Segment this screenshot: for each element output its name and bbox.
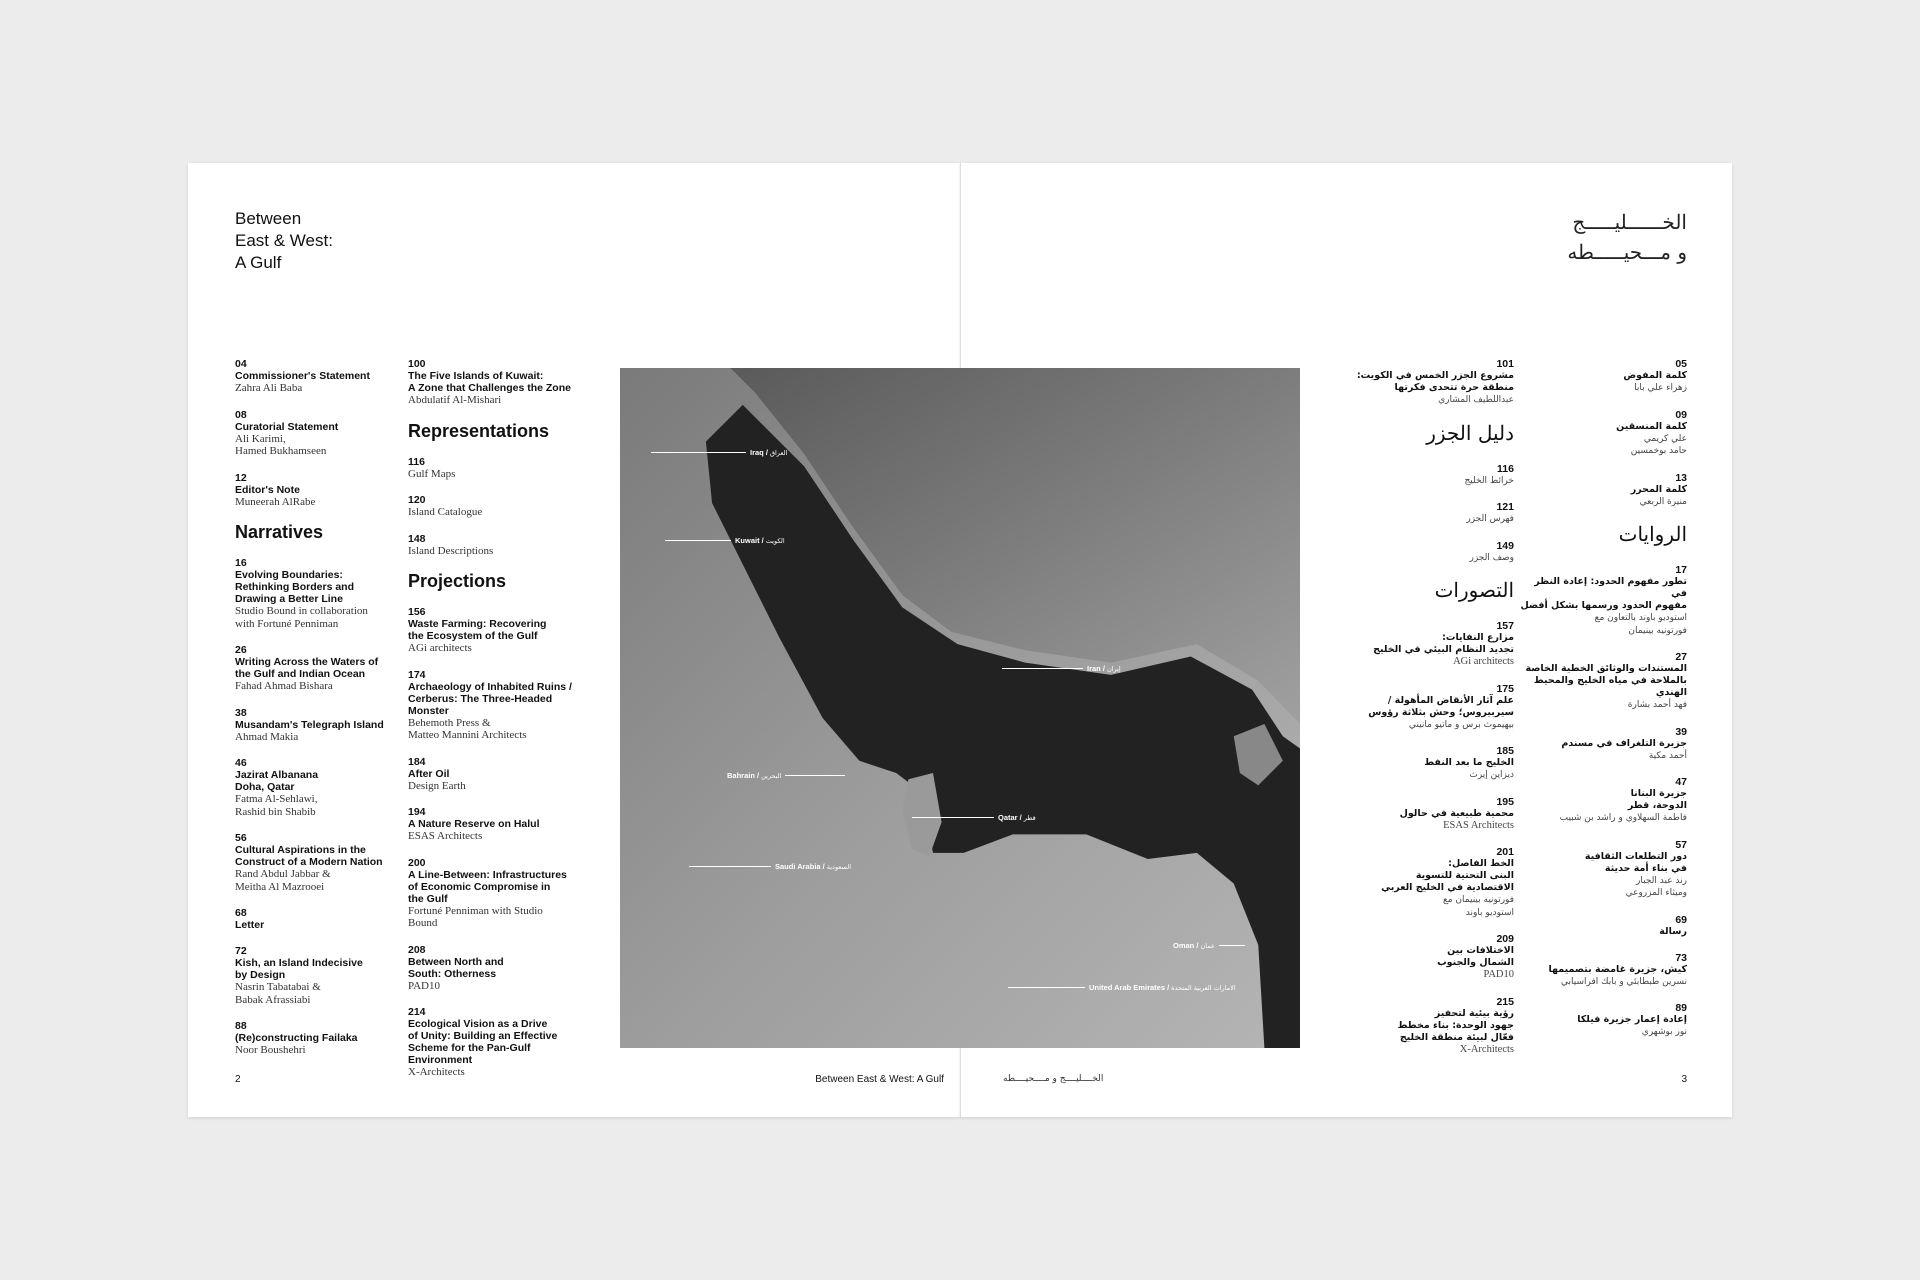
map-label-iraq: Iraq / العراق bbox=[651, 448, 787, 457]
section-heading: الروايات bbox=[1618, 522, 1687, 546]
entry-title: علم آثار الأنقاض المأهولة / سيربيروس؛ وحش بثلاثة رؤوس bbox=[1368, 694, 1514, 718]
entry-author: وصف الجزر bbox=[1469, 552, 1514, 563]
entry-title: إعادة إعمار جزيرة فيلكا bbox=[1577, 1014, 1687, 1025]
toc-entry bbox=[1517, 1002, 1687, 1039]
section-heading: التصورات bbox=[1434, 578, 1514, 602]
page-ref: 72 bbox=[235, 945, 247, 957]
entry-author: Zahra Ali Baba bbox=[235, 382, 303, 394]
entry-author: ESAS Architects bbox=[1443, 819, 1514, 831]
page-ref: 26 bbox=[235, 644, 247, 656]
entry-title: Editor's Note bbox=[235, 483, 300, 496]
entry-author: Noor Boushehri bbox=[235, 1044, 306, 1056]
arabic-running-footer: الخــــليــــج و مــــحيــــطه bbox=[1003, 1074, 1104, 1084]
entry-author: أحمد مكية bbox=[1648, 750, 1687, 761]
map-label-qatar: Qatar / قطر bbox=[912, 813, 1036, 822]
entry-author: X-Architects bbox=[408, 1066, 465, 1078]
entry-author: Nasrin Tabatabai & Babak Afrassiabi bbox=[235, 981, 321, 1006]
entry-title: Kish, an Island Indecisive by Design bbox=[235, 957, 363, 981]
toc-entry bbox=[1517, 726, 1687, 763]
toc-entry bbox=[1517, 472, 1687, 509]
page-ref: 09 bbox=[1675, 408, 1687, 421]
toc-entry bbox=[1314, 796, 1514, 833]
toc-entry bbox=[1314, 540, 1514, 565]
page-ref: 157 bbox=[1496, 620, 1514, 632]
toc-entry bbox=[408, 606, 583, 655]
entry-title: Waste Farming: Recovering the Ecosystem of the Gulf bbox=[408, 618, 547, 642]
entry-author: ديزاين إيرث bbox=[1469, 770, 1514, 780]
page-ref: 16 bbox=[235, 557, 247, 569]
entry-author: منيرة الربعي bbox=[1639, 496, 1687, 507]
toc-entry bbox=[408, 806, 583, 843]
map-label-oman: Oman / عمان bbox=[1173, 941, 1249, 950]
toc-entry bbox=[408, 756, 583, 793]
page-ref: 69 bbox=[1675, 913, 1687, 926]
page-ref: 215 bbox=[1496, 995, 1514, 1008]
toc-entry bbox=[408, 669, 583, 742]
entry-title: A Nature Reserve on Halul bbox=[408, 818, 540, 830]
entry-title: مشروع الجزر الخمس في الكويت: منطقة حرة تتحدى فكرتها bbox=[1356, 370, 1514, 393]
entry-author: خرائط الخليج bbox=[1464, 475, 1514, 486]
section-heading: Representations bbox=[408, 420, 550, 441]
entry-title: Writing Across the Waters of the Gulf and Indian Ocean bbox=[235, 656, 379, 680]
page-ref: 184 bbox=[408, 755, 426, 768]
toc-entry bbox=[1517, 651, 1687, 712]
entry-author: Island Descriptions bbox=[408, 544, 494, 557]
toc-column-2 bbox=[408, 358, 583, 1093]
entry-title: (Re)constructing Failaka bbox=[235, 1032, 358, 1044]
entry-author: AGi architects bbox=[408, 642, 472, 654]
entry-author: فهد أحمد بشارة bbox=[1627, 700, 1687, 710]
map-label-iran: Iran / إيران bbox=[1002, 664, 1121, 673]
entry-author: فورتونيه بينيمان مع استوديو باوند bbox=[1442, 895, 1514, 918]
entry-title: جزيرة التلغراف في مسندم bbox=[1561, 737, 1687, 749]
page-ref: 39 bbox=[1675, 725, 1687, 738]
entry-author: X-Architects bbox=[1459, 1043, 1514, 1055]
toc-entry bbox=[408, 533, 583, 558]
entry-author: نور بوشهري bbox=[1641, 1027, 1687, 1037]
entry-author: فاطمة السهلاوي و راشد بن شبيب bbox=[1559, 813, 1687, 823]
entry-author: Design Earth bbox=[408, 779, 466, 792]
entry-author: بيهيموث برس و ماتيو مانيني bbox=[1408, 719, 1514, 730]
section-heading: دليل الجزر bbox=[1426, 420, 1514, 445]
book-title: Between East & West: A Gulf bbox=[235, 209, 333, 272]
entry-title: رسالة bbox=[1659, 925, 1687, 937]
page-ref: 57 bbox=[1675, 838, 1687, 851]
page-ref: 12 bbox=[235, 471, 247, 484]
entry-title: الخليج ما بعد النفط bbox=[1424, 757, 1514, 768]
entry-title: Jazirat Albanana Doha, Qatar bbox=[235, 769, 319, 793]
page-ref: 13 bbox=[1675, 471, 1687, 484]
page-ref: 46 bbox=[235, 757, 247, 769]
page-number: 2 bbox=[235, 1074, 241, 1085]
toc-entry bbox=[235, 945, 395, 1006]
page-ref: 73 bbox=[1675, 951, 1687, 964]
entry-title: The Five Islands of Kuwait: A Zone that Challenges the Zone bbox=[408, 370, 571, 394]
page-ref: 38 bbox=[235, 706, 247, 719]
toc-entry bbox=[235, 409, 395, 458]
entry-author: Island Catalogue bbox=[408, 506, 483, 518]
toc-entry bbox=[1314, 683, 1514, 732]
entry-author: فهرس الجزر bbox=[1466, 514, 1514, 524]
page-ref: 201 bbox=[1496, 846, 1514, 858]
toc-entry bbox=[235, 472, 395, 509]
entry-title: Musandam's Telegraph Island bbox=[235, 718, 384, 731]
toc-entry bbox=[235, 557, 395, 630]
entry-author: نسرين طبطابئي و بابك افراسيابي bbox=[1561, 976, 1687, 987]
page-ref: 89 bbox=[1675, 1002, 1687, 1014]
entry-author: Studio Bound in collaboration with Fortuné Penniman bbox=[235, 605, 368, 630]
page-number: 3 bbox=[1681, 1074, 1687, 1085]
toc-entry bbox=[1314, 463, 1514, 488]
entry-title: Curatorial Statement bbox=[235, 420, 339, 433]
page-ref: 100 bbox=[408, 358, 426, 370]
page-ref: 88 bbox=[235, 1020, 247, 1032]
satellite-map-gulf bbox=[620, 368, 1300, 1048]
map-label-kuwait: Kuwait / الكويت bbox=[665, 536, 785, 545]
map-label-saudi-arabia: Saudi Arabia / السعودية bbox=[689, 862, 851, 871]
arabic-toc-column-1 bbox=[1517, 358, 1687, 1053]
arabic-toc-column-2 bbox=[1314, 358, 1514, 1070]
toc-entry bbox=[1314, 358, 1514, 407]
page-ref: 04 bbox=[235, 358, 247, 370]
page-ref: 120 bbox=[408, 494, 426, 506]
entry-author: Gulf Maps bbox=[408, 467, 456, 480]
entry-title: رؤية بيئية لتحفيز جهود الوحدة: بناء مخطط فعّال لبيئة منطقة الخليج bbox=[1397, 1007, 1514, 1043]
page-ref: 200 bbox=[408, 856, 426, 869]
page-ref: 05 bbox=[1675, 358, 1687, 370]
entry-title: Archaeology of Inhabited Ruins / Cerberus: The Three-Headed Monster bbox=[408, 680, 572, 717]
entry-author: PAD10 bbox=[408, 979, 440, 992]
toc-entry bbox=[408, 857, 583, 930]
toc-entry bbox=[1314, 846, 1514, 919]
toc-entry bbox=[1314, 620, 1514, 669]
toc-entry bbox=[1517, 839, 1687, 900]
section-heading: Narratives bbox=[235, 522, 324, 542]
entry-title: تطور مفهوم الحدود: إعادة النظر في مفهوم الحدود ورسمها بشكل أفضل bbox=[1520, 576, 1687, 611]
entry-author: Fortuné Penniman with Studio Bound bbox=[408, 904, 543, 929]
page-ref: 47 bbox=[1675, 776, 1687, 788]
arabic-book-title: الخــــــليـــــج و مـــحيـــــطه bbox=[1567, 210, 1687, 264]
entry-title: المستندات والوثائق الخطية الخاصة بالملاحة في مياه الخليج والمحيط الهندي bbox=[1525, 663, 1687, 698]
toc-entry bbox=[408, 358, 583, 407]
page-ref: 195 bbox=[1496, 795, 1514, 808]
toc-column-1 bbox=[235, 358, 395, 1071]
toc-entry bbox=[235, 358, 395, 395]
entry-author: Fahad Ahmad Bishara bbox=[235, 680, 333, 692]
entry-author: Fatma Al-Sehlawi, Rashid bin Shabib bbox=[235, 793, 318, 818]
entry-title: After Oil bbox=[408, 767, 450, 780]
toc-entry bbox=[1314, 933, 1514, 982]
toc-entry bbox=[235, 1020, 395, 1057]
entry-author: رند عبد الجبار وميثاء المزروعي bbox=[1625, 875, 1687, 898]
page-ref: 175 bbox=[1496, 682, 1514, 695]
entry-title: Between North and South: Otherness bbox=[408, 955, 504, 980]
entry-title: دور التطلعات الثقافية في بناء أمة حديثة bbox=[1584, 850, 1687, 874]
page-ref: 194 bbox=[408, 806, 426, 818]
entry-author: علي كريمي حامد بوخمسين bbox=[1630, 433, 1687, 456]
page-ref: 214 bbox=[408, 1006, 426, 1018]
map-label-bahrain: Bahrain / البحرين bbox=[727, 771, 849, 780]
toc-entry bbox=[235, 907, 395, 931]
entry-title: كلمة المحرر bbox=[1630, 483, 1687, 495]
page-ref: 209 bbox=[1496, 933, 1514, 945]
toc-entry bbox=[408, 456, 583, 481]
page-ref: 101 bbox=[1496, 358, 1514, 370]
entry-author: زهراء علي بابا bbox=[1634, 383, 1687, 393]
page-ref: 27 bbox=[1675, 651, 1687, 663]
entry-title: Cultural Aspirations in the Construct of a Modern Nation bbox=[235, 844, 383, 868]
entry-author: Ali Karimi, Hamed Bukhamseen bbox=[235, 432, 327, 457]
toc-entry bbox=[1314, 996, 1514, 1057]
entry-author: استوديو باوند بالتعاون مع فورتونيه بينيمان bbox=[1594, 613, 1687, 636]
entry-author: AGi architects bbox=[1453, 656, 1514, 667]
page-ref: 116 bbox=[1497, 462, 1514, 475]
page-ref: 149 bbox=[1496, 539, 1514, 552]
toc-entry bbox=[1517, 952, 1687, 989]
toc-entry bbox=[235, 757, 395, 818]
page-ref: 185 bbox=[1496, 745, 1514, 757]
toc-entry bbox=[408, 944, 583, 993]
toc-entry bbox=[235, 832, 395, 893]
entry-author: Behemoth Press & Matteo Mannini Architects bbox=[408, 716, 527, 741]
toc-entry bbox=[235, 707, 395, 744]
toc-entry bbox=[1517, 564, 1687, 637]
toc-entry bbox=[1517, 409, 1687, 458]
page-ref: 208 bbox=[408, 943, 426, 956]
entry-title: الاختلافات بين الشمال والجنوب bbox=[1437, 945, 1514, 968]
entry-title: Ecological Vision as a Drive of Unity: Building an Effective Scheme for the Pan-Gulf Environment bbox=[408, 1018, 558, 1066]
toc-entry bbox=[408, 1006, 583, 1079]
entry-author: ESAS Architects bbox=[408, 830, 483, 842]
toc-entry bbox=[1314, 501, 1514, 526]
map-label-uae: United Arab Emirates / الامارات العربية المتحدة bbox=[1008, 983, 1236, 992]
page-ref: 116 bbox=[408, 455, 425, 468]
entry-title: جزيرة البنانا الدوحة، قطر bbox=[1627, 788, 1687, 811]
running-footer: Between East & West: A Gulf bbox=[815, 1074, 944, 1085]
entry-author: Muneerah AlRabe bbox=[235, 495, 316, 508]
page-ref: 68 bbox=[235, 907, 247, 919]
entry-title: الخط الفاصل: البنى التحتية للتسوية الاقتصادية في الخليج العربي bbox=[1381, 858, 1514, 893]
entry-title: مزارع النفايات: تجديد النظام البيئي في الخليج bbox=[1373, 632, 1514, 655]
toc-entry bbox=[235, 644, 395, 693]
page-ref: 174 bbox=[408, 668, 426, 681]
page-ref: 17 bbox=[1675, 564, 1687, 576]
entry-author: Ahmad Makia bbox=[235, 730, 299, 743]
page-ref: 148 bbox=[408, 532, 426, 545]
page-ref: 156 bbox=[408, 606, 426, 618]
entry-author: Rand Abdul Jabbar & Meitha Al Mazrooei bbox=[235, 868, 331, 893]
entry-title: A Line-Between: Infrastructures of Economic Compromise in the Gulf bbox=[408, 868, 567, 905]
page-ref: 121 bbox=[1496, 501, 1514, 513]
page-ref: 56 bbox=[235, 832, 247, 844]
entry-title: محمية طبيعية في حالول bbox=[1399, 807, 1514, 819]
entry-title: كيش، جزيرة غامضة بتصميمها bbox=[1548, 963, 1687, 975]
page-ref: 08 bbox=[235, 408, 247, 421]
entry-title: Evolving Boundaries: Rethinking Borders and Drawing a Better Line bbox=[235, 569, 355, 605]
section-heading: Projections bbox=[408, 571, 507, 591]
toc-entry bbox=[1517, 914, 1687, 938]
entry-author: Abdulatif Al-Mishari bbox=[408, 394, 502, 406]
toc-entry bbox=[1517, 776, 1687, 825]
entry-author: PAD10 bbox=[1483, 969, 1514, 980]
toc-entry bbox=[1517, 358, 1687, 395]
entry-author: عبداللطيف المشاري bbox=[1438, 395, 1514, 405]
entry-title: Letter bbox=[235, 919, 265, 931]
entry-title: كلمة المنسقين bbox=[1616, 420, 1687, 432]
entry-title: Commissioner's Statement bbox=[235, 370, 370, 382]
toc-entry bbox=[1314, 745, 1514, 782]
entry-title: كلمة المفوض bbox=[1623, 370, 1687, 381]
toc-entry bbox=[408, 494, 583, 519]
